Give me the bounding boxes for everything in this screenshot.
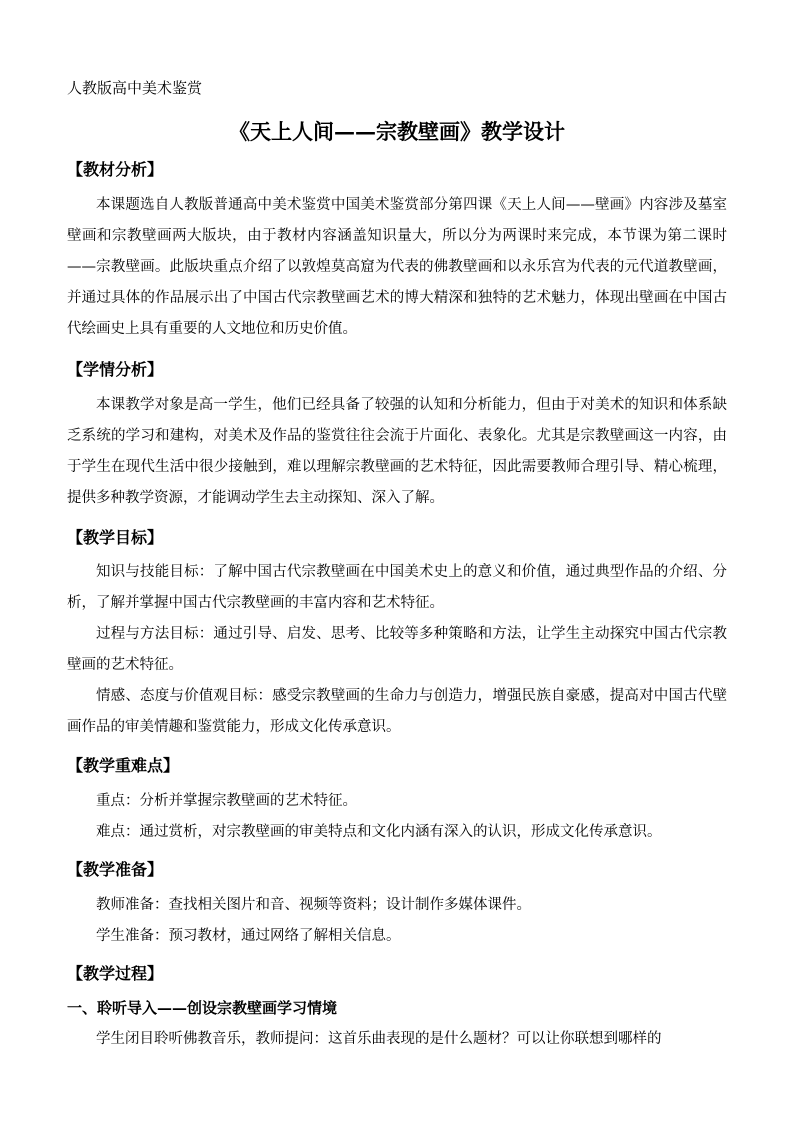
difficult-point-paragraph: 难点：通过赏析，对宗教壁画的审美特点和文化内涵有深入的认识，形成文化传承意识。 xyxy=(96,824,662,840)
section-heading-preparation: 【教学准备】 xyxy=(67,860,164,879)
student-analysis-paragraph: 本课教学对象是高一学生，他们已经具备了较强的认知和分析能力，但由于对美术的知识和体系缺乏系统的学习和建构，对美术及作品的鉴赏往往会流于片面化、表象化。尤其是宗教壁画这一内容，由于学生在现代生活中很少接触到，难以理解宗教壁画的艺术特征，因此需要教师合理引导、精心梳理，提供多种教学资源，才能调动学生去主动探知、深入了解。 xyxy=(67,397,727,506)
goal-emotion-paragraph: 情感、态度与价值观目标：感受宗教壁画的生命力与创造力，增强民族自豪感，提高对中国古代壁画作品的审美情趣和鉴赏能力，形成文化传承意识。 xyxy=(67,688,727,735)
material-analysis-paragraph: 本课题选自人教版普通高中美术鉴赏中国美术鉴赏部分第四课《天上人间——壁画》内容涉及墓室壁画和宗教壁画两大版块，由于教材内容涵盖知识量大，所以分为两课时来完成，本节课为第二课时——宗教壁画。此版块重点介绍了以敦煌莫高窟为代表的佛教壁画和以永乐宫为代表的元代道教壁画，并通过具体的作品展示出了中国古代宗教壁画艺术的博大精深和独特的艺术魅力，体现出壁画在中国古代绘画史上具有重要的人文地位和历史价值。 xyxy=(67,197,727,337)
section-heading-teaching-goals: 【教学目标】 xyxy=(67,528,164,547)
section-heading-process: 【教学过程】 xyxy=(67,964,164,983)
goal-knowledge-paragraph: 知识与技能目标：了解中国古代宗教壁画在中国美术史上的意义和价值，通过典型作品的介绍、分析，了解并掌握中国古代宗教壁画的丰富内容和艺术特征。 xyxy=(67,564,727,611)
student-preparation-paragraph: 学生准备：预习教材，通过网络了解相关信息。 xyxy=(96,928,401,944)
key-point-paragraph: 重点：分析并掌握宗教壁画的艺术特征。 xyxy=(96,793,357,809)
teacher-preparation-paragraph: 教师准备：查找相关图片和音、视频等资料；设计制作多媒体课件。 xyxy=(96,897,531,913)
process-step1-paragraph: 学生闭目聆听佛教音乐，教师提问：这首乐曲表现的是什么题材？可以让你联想到哪样的 xyxy=(96,1031,662,1047)
section-heading-key-points: 【教学重难点】 xyxy=(67,756,180,775)
process-step1-heading: 一、聆听导入——创设宗教壁画学习情境 xyxy=(67,999,338,1017)
document-title: 《天上人间——宗教壁画》教学设计 xyxy=(229,119,565,144)
section-heading-student-analysis: 【学情分析】 xyxy=(67,360,164,379)
goal-process-paragraph: 过程与方法目标：通过引导、启发、思考、比较等多种策略和方法，让学生主动探究中国古代宗教壁画的艺术特征。 xyxy=(67,626,727,673)
section-heading-material-analysis: 【教材分析】 xyxy=(67,160,164,179)
document-subtitle: 人教版高中美术鉴赏 xyxy=(67,79,203,97)
